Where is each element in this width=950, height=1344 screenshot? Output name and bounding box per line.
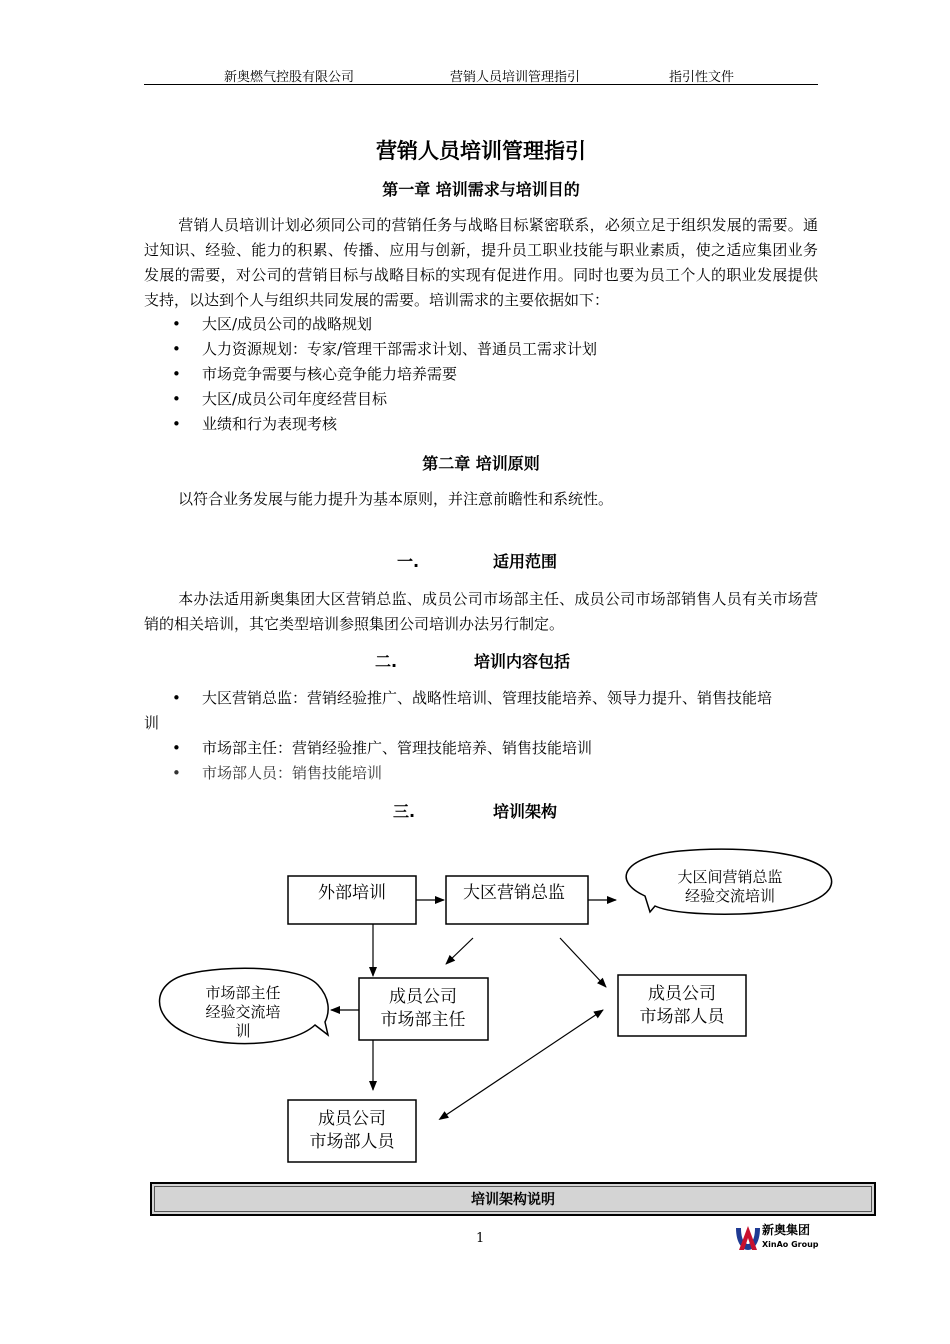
- document-title: 营销人员培训管理指引: [376, 139, 586, 163]
- list-item: • 市场竞争需要与核心竞争能力培养需要: [172, 365, 458, 383]
- staff-bottom-label-1: 成员公司: [318, 1109, 386, 1129]
- logo-name: 新奥集团: [762, 1223, 811, 1237]
- section2-number: 二.: [375, 652, 398, 671]
- header-doc-title: 营销人员培训管理指引: [450, 70, 581, 85]
- staff-right-label-2: 市场部人员: [639, 1007, 725, 1027]
- bubble-left-line-3: 训: [235, 1022, 251, 1040]
- list-item: • 大区/成员公司的战略规划: [172, 315, 373, 333]
- section1-number: 一.: [397, 552, 420, 571]
- staff-bottom-label-2: 市场部人员: [309, 1132, 395, 1152]
- list-item: • 市场部主任：营销经验推广、管理技能培养、销售技能培训: [172, 739, 593, 757]
- chapter1-paragraph: 营销人员培训计划必须同公司的营销任务与战略目标紧密联系，必须立足于组织发展的需要。通过知识、经验、能力的积累、传播、应用与创新，提升员工职业技能与职业素质，使之适应集团业务发展的需要，对公司的营销目标与战略目标的实现有促进作用。同时也要为员工个人的职业发展提供支持，以达到个人与组织共同发展的需要。培训需求的主要依据如下：: [144, 216, 818, 309]
- bubble-top-line-1: 大区间营销总监: [677, 868, 783, 886]
- section3-title: 培训架构: [493, 802, 558, 821]
- chapter1-heading: 第一章 培训需求与培训目的: [382, 180, 580, 199]
- arrow-director-to-manager: [446, 938, 473, 964]
- bubble-left-line-2: 经验交流培: [205, 1003, 281, 1021]
- staff-right-label-1: 成员公司: [648, 984, 716, 1004]
- bubble-left-line-1: 市场部主任: [205, 984, 281, 1002]
- logo-subtitle: XinAo Group: [762, 1240, 819, 1249]
- list-item: • 市场部人员：销售技能培训: [172, 764, 383, 782]
- list-item: • 业绩和行为表现考核: [172, 415, 338, 433]
- table-header: [150, 1182, 876, 1216]
- chapter2-paragraph: 以符合业务发展与能力提升为基本原则，并注意前瞻性和系统性。: [178, 490, 614, 508]
- regional-director-label: 大区营销总监: [463, 883, 565, 903]
- page-number: 1: [476, 1231, 485, 1246]
- header-doc-type: 指引性文件: [669, 70, 735, 85]
- chapter2-heading: 第二章 培训原则: [422, 454, 540, 473]
- market-manager-label-2: 市场部主任: [380, 1010, 466, 1030]
- external-training-label: 外部培训: [318, 883, 386, 903]
- section1-title: 适用范围: [493, 552, 558, 571]
- list-item: • 人力资源规划：专家/管理干部需求计划、普通员工需求计划: [172, 340, 598, 358]
- arrow-director-to-staff: [560, 938, 606, 987]
- bubble-top-line-2: 经验交流培训: [684, 887, 776, 905]
- list-item: • 大区/成员公司年度经营目标: [172, 390, 388, 408]
- table-header-title: 培训架构说明: [471, 1192, 555, 1208]
- section1-paragraph: 本办法适用新奥集团大区营销总监、成员公司市场部主任、成员公司市场部销售人员有关市场营销的相关培训，其它类型培训参照集团公司培训办法另行制定。: [144, 590, 818, 633]
- list-item: • 大区营销总监：营销经验推广、战略性培训、管理技能培养、领导力提升、销售技能培 训: [144, 689, 773, 732]
- market-manager-label-1: 成员公司: [389, 987, 457, 1007]
- header-company: 新奥燃气控股有限公司: [224, 70, 355, 85]
- section2-title: 培训内容包括: [474, 652, 571, 671]
- section3-number: 三.: [393, 802, 416, 821]
